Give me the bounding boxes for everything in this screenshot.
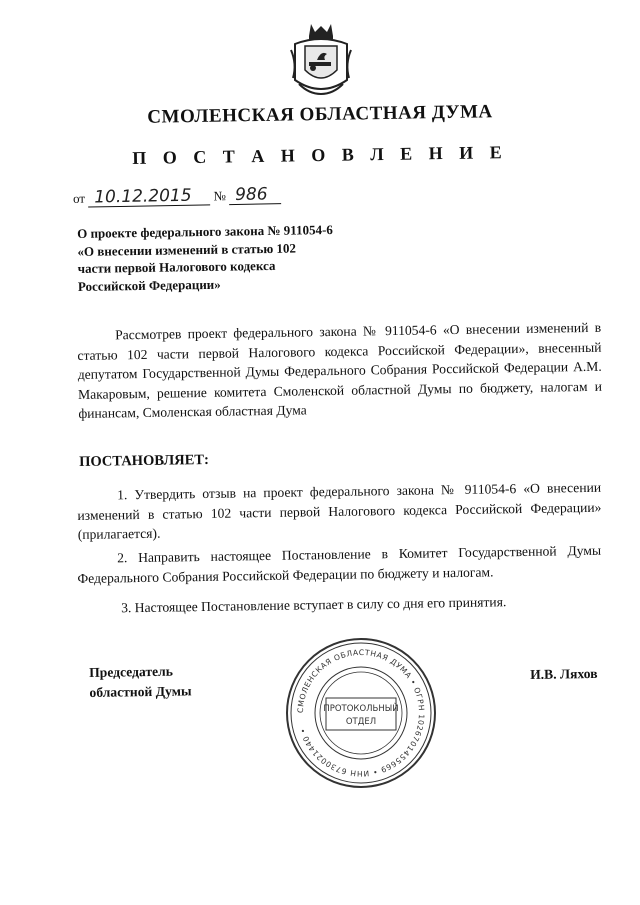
signatory-name: И.В. Ляхов — [530, 665, 598, 682]
resolution-item-2: 2. Направить настоящее Постановление в Комитет Государственной Думы Федерального Собрания Российской Федерации по бюджету и налогам. — [77, 542, 602, 586]
signatory-title — [89, 661, 192, 703]
seal-center-line: ОТДЕЛ — [345, 717, 377, 727]
subject-line: части первой Налогового кодекса — [77, 257, 276, 276]
official-seal-icon — [282, 634, 440, 792]
signatory-title-line: Председатель — [89, 663, 174, 680]
date-label: от — [72, 190, 86, 206]
preamble-paragraph: Рассмотрев проект федерального закона № 911054-6 «О внесении изменений в статью 102 части первой Налогового кодекса Российской Федерации», внесенный депутатом Государственной Думы Федерального Собрания Российской Федерации А.М. Макаровым, решение комитета Смоленской областной Думы по бюджету, налогам и финансам, Смоленская областная Дума — [77, 319, 603, 421]
date-field: 10.12.2015 — [88, 186, 210, 207]
document-type-title: П О С Т А Н О В Л Е Н И Е — [132, 142, 508, 168]
coat-of-arms-icon — [287, 20, 355, 100]
seal-ring-text: СМОЛЕНСКАЯ ОБЛАСТНАЯ ДУМА • ОГРН 1026701455669 • ИНН 6730021440 • — [295, 647, 427, 779]
subject-line: «О внесении изменений в статью 102 — [77, 240, 297, 259]
seal-center-line: ПРОТОКОЛЬНЫЙ — [323, 704, 399, 714]
resolution-item-1: 1. Утвердить отзыв на проект федерального закона № 911054-6 «О внесении изменений в статью 102 части первой Налогового кодекса Российской Федерации» (прилагается). — [77, 479, 602, 542]
subject-heading — [77, 220, 408, 295]
subject-line: Российской Федерации» — [77, 276, 221, 294]
resolution-item-3: 3. Настоящее Постановление вступает в силу со дня его принятия. — [121, 594, 507, 616]
number-label: № — [213, 188, 227, 204]
date-number-line — [73, 185, 281, 208]
signatory-title-line: областной Думы — [89, 683, 192, 700]
resolves-heading: ПОСТАНОВЛЯЕТ: — [79, 451, 209, 470]
organization-name: СМОЛЕНСКАЯ ОБЛАСТНАЯ ДУМА — [147, 101, 493, 128]
number-field: 986 — [229, 185, 281, 205]
subject-line: О проекте федерального закона № 911054-6 — [77, 221, 333, 241]
